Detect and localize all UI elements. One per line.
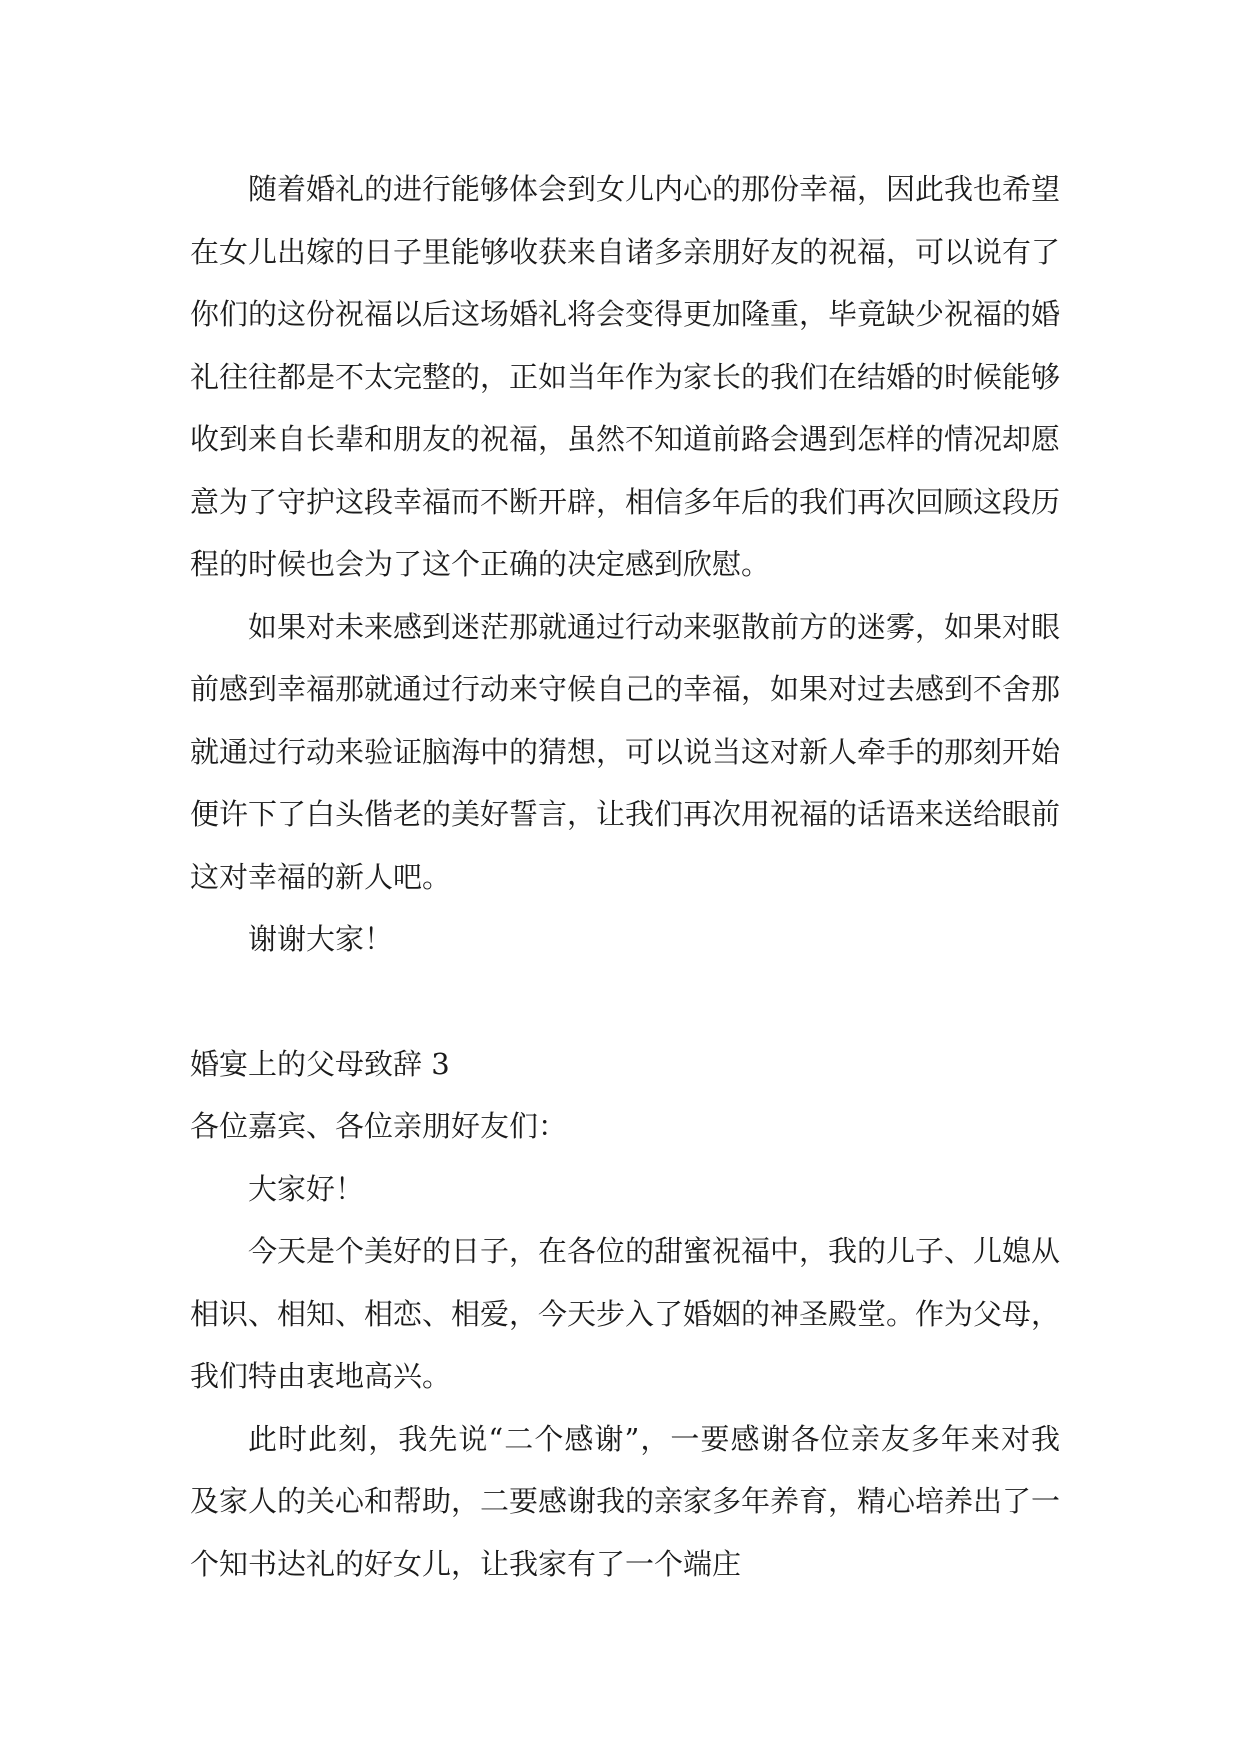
paragraph-greeting: 大家好！ (248, 1171, 365, 1206)
paragraph-action: 如果对未来感到迷茫那就通过行动来驱散前方的迷雾，如果对眼前感到幸福那就通过行动来守候自己的幸福，如果对过去感到不舍那就通过行动来验证脑海中的猜想，可以说当这对新人牵手的那刻开始便许下了白头偕老的美好誓言，让我们再次用祝福的话语来送给眼前这对幸福的新人吧。 (190, 609, 1061, 894)
paragraph-today: 今天是个美好的日子，在各位的甜蜜祝福中，我的儿子、儿媳从相识、相知、相恋、相爱，今天步入了婚姻的神圣殿堂。作为父母，我们特由衷地高兴。 (190, 1234, 1061, 1393)
paragraph-thanks: 谢谢大家！ (248, 922, 394, 956)
paragraph-blessing: 随着婚礼的进行能够体会到女儿内心的那份幸福，因此我也希望在女儿出嫁的日子里能够收获来自诸多亲朋好友的祝福，可以说有了你们的这份祝福以后这场婚礼将会变得更加隆重，毕竟缺少祝福的婚礼往往都是不太完整的，正如当年作为家长的我们在结婚的时候能够收到来自长辈和朋友的祝福，虽然不知道前路会遇到怎样的情况却愿意为了守护这段幸福而不断开辟，相信多年后的我们再次回顾这段历程的时候也会为了这个正确的决定感到欣慰。 (190, 172, 1061, 581)
salutation: 各位嘉宾、各位亲朋好友们： (190, 1109, 568, 1143)
document-body (190, 158, 1060, 1595)
section-gap (190, 971, 1060, 1033)
section-title: 婚宴上的父母致辞 3 (190, 1046, 450, 1081)
paragraph-gratitude: 此时此刻，我先说“二个感谢”，一要感谢各位亲友多年来对我及家人的关心和帮助，二要感谢我的亲家多年养育，精心培养出了一个知书达礼的好女儿，让我家有了一个端庄 (190, 1421, 1061, 1581)
